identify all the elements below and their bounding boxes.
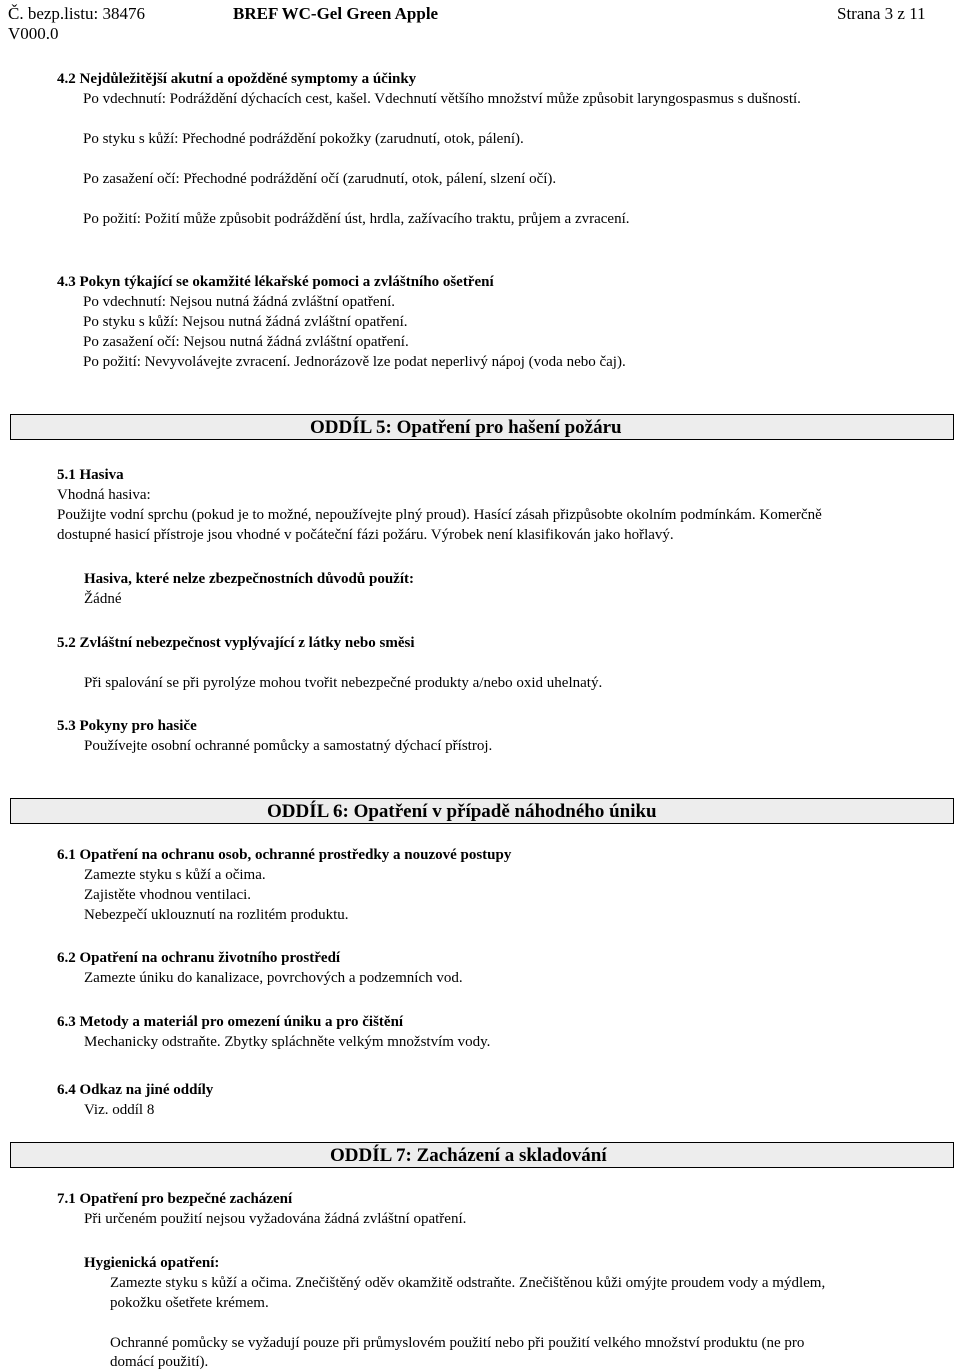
text-5-2: Při spalování se při pyrolýze mohou tvořit nebezpečné produkty a/nebo oxid uhelnatý.	[84, 675, 603, 691]
heading-5-2: 5.2 Zvláštní nebezpečnost vyplývající z látky nebo směsi	[57, 635, 415, 651]
text-4-2-ingestion: Po požití: Požití může způsobit podráždění úst, hrdla, zažívacího traktu, průjem a zvracení.	[83, 211, 630, 227]
text-4-2-eyes: Po zasažení očí: Přechodné podráždění očí (zarudnutí, otok, pálení, slzení očí).	[83, 171, 557, 187]
heading-6-2: 6.2 Opatření na ochranu životního prostředí	[57, 950, 341, 966]
heading-4-3: 4.3 Pokyn týkající se okamžité lékařské pomoci a zvláštního ošetření	[57, 274, 494, 290]
protective-equipment-text: domácí použití).	[110, 1354, 209, 1370]
suitable-agents-text: Použijte vodní sprchu (pokud je to možné, nepoužívejte plný proud). Hasící zásah přizpůsobte okolním podmínkám. Komerčně	[57, 507, 822, 523]
text-4-3-line: Po vdechnutí: Nejsou nutná žádná zvláštní opatření.	[83, 294, 396, 310]
text-6-1-line: Zajistěte vhodnou ventilaci.	[84, 887, 252, 903]
suitable-agents-label: Vhodná hasiva:	[57, 487, 151, 503]
heading-4-2: 4.2 Nejdůležitější akutní a opožděné symptomy a účinky	[57, 71, 417, 87]
text-7-1: Při určeném použití nejsou vyžadována žádná zvláštní opatření.	[84, 1211, 467, 1227]
heading-6-1: 6.1 Opatření na ochranu osob, ochranné prostředky a nouzové postupy	[57, 847, 512, 863]
heading-5-1: 5.1 Hasiva	[57, 467, 124, 483]
hygiene-text: Zamezte styku s kůží a očima. Znečištěný oděv okamžitě odstraňte. Znečištěnou kůži omýjte proudem vody a mýdlem,	[110, 1275, 826, 1291]
heading-6-3: 6.3 Metody a materiál pro omezení úniku a pro čištění	[57, 1014, 404, 1030]
text-6-4: Viz. oddíl 8	[84, 1102, 155, 1118]
text-6-1-line: Zamezte styku s kůží a očima.	[84, 867, 266, 883]
text-4-3-line: Po styku s kůží: Nejsou nutná žádná zvláštní opatření.	[83, 314, 408, 330]
hygiene-label: Hygienická opatření:	[84, 1255, 220, 1271]
section-7-title: ODDÍL 7: Zacházení a skladování	[330, 1145, 607, 1166]
protective-equipment-text: Ochranné pomůcky se vyžadují pouze při průmyslovém použití nebo při použití velkého množství produktu (ne pro	[110, 1335, 805, 1351]
version: V000.0	[8, 24, 59, 43]
text-4-2-skin: Po styku s kůží: Přechodné podráždění pokožky (zarudnutí, otok, pálení).	[83, 131, 524, 147]
text-4-3-line: Po zasažení očí: Nejsou nutná žádná zvláštní opatření.	[83, 334, 409, 350]
text-4-2-inhalation: Po vdechnutí: Podráždění dýchacích cest, kašel. Vdechnutí většího množství může způsobit laryngospasmus s dušností.	[83, 91, 801, 107]
sheet-number: Č. bezp.listu: 38476	[8, 4, 145, 23]
text-4-3-line: Po požití: Nevyvolávejte zvracení. Jednorázově lze podat neperlivý nápoj (voda nebo čaj).	[83, 354, 626, 370]
hygiene-text: pokožku ošetřete krémem.	[110, 1295, 269, 1311]
text-5-3: Používejte osobní ochranné pomůcky a samostatný dýchací přístroj.	[84, 738, 493, 754]
text-6-1-line: Nebezpečí uklouznutí na rozlitém produktu.	[84, 907, 349, 923]
product-name: BREF WC-Gel Green Apple	[233, 4, 439, 23]
text-6-2: Zamezte úniku do kanalizace, povrchových a podzemních vod.	[84, 970, 463, 986]
heading-5-3: 5.3 Pokyny pro hasiče	[57, 718, 197, 734]
unsuitable-agents-value: Žádné	[84, 591, 122, 607]
heading-7-1: 7.1 Opatření pro bezpečné zacházení	[57, 1191, 293, 1207]
unsuitable-agents-label: Hasiva, které nelze zbezpečnostních důvodů použít:	[84, 571, 414, 587]
page-number: Strana 3 z 11	[837, 4, 926, 23]
section-5-title: ODDÍL 5: Opatření pro hašení požáru	[310, 417, 622, 438]
suitable-agents-text: dostupné hasicí přístroje jsou vhodné v počáteční fázi požáru. Výrobek není klasifikován jako hořlavý.	[57, 527, 674, 543]
section-6-title: ODDÍL 6: Opatření v případě náhodného úniku	[267, 801, 657, 822]
text-6-3: Mechanicky odstraňte. Zbytky spláchněte velkým množstvím vody.	[84, 1034, 491, 1050]
heading-6-4: 6.4 Odkaz na jiné oddíly	[57, 1082, 214, 1098]
